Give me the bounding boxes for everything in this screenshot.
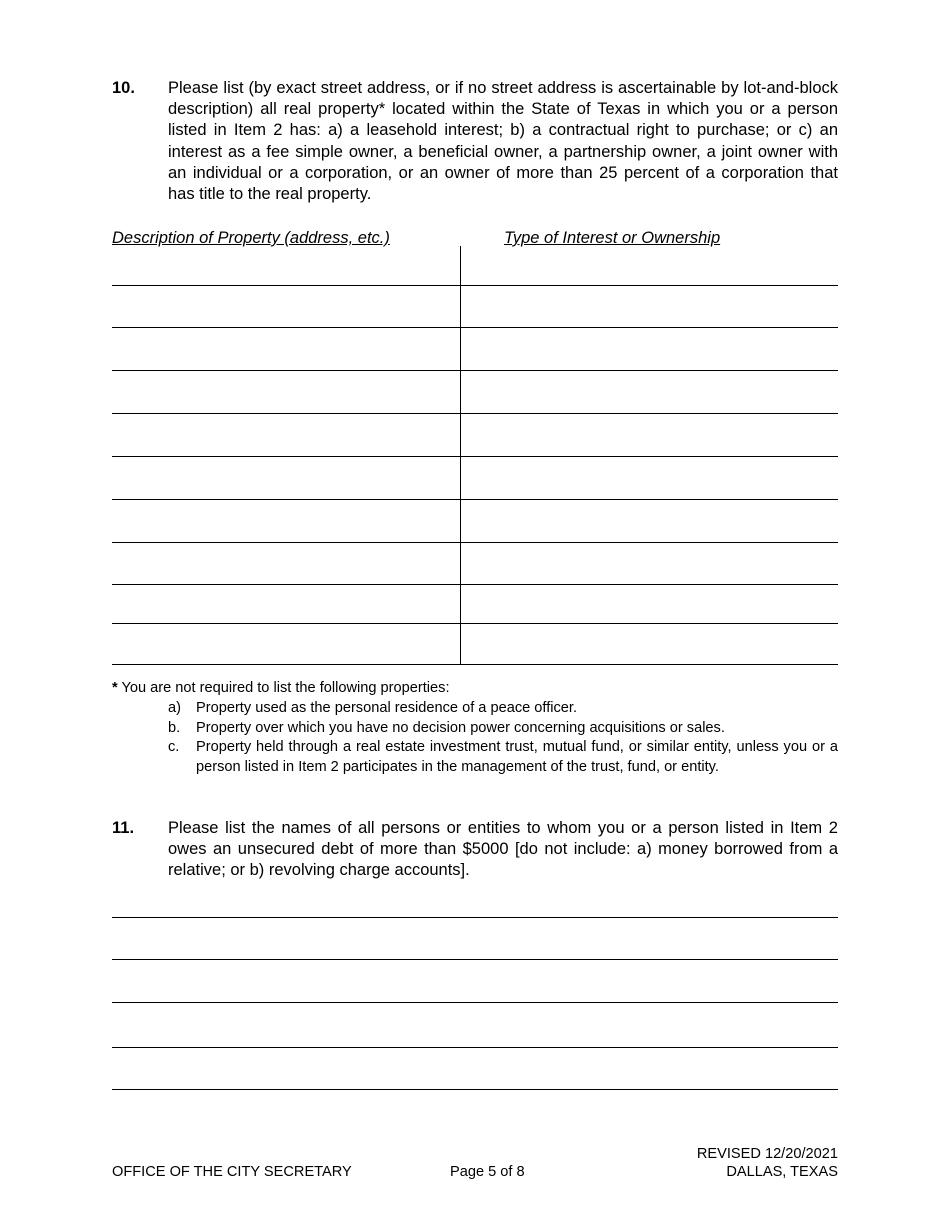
property-description-cell[interactable] (112, 501, 458, 540)
table-row-line (112, 413, 838, 414)
table-row-line (112, 285, 838, 286)
footnote-item-letter: a) (168, 699, 181, 716)
footer-location: DALLAS, TEXAS (726, 1164, 838, 1180)
footnote-item-letter: c. (168, 739, 180, 756)
property-interest-cell[interactable] (463, 415, 838, 454)
question-text: Please list the names of all persons or entities to whom you or a person listed in Item 2 owes an unsecured debt of more than $5000 [do not include: a) money borrowed from a relative; or b) revolving charge accounts]. (168, 819, 838, 880)
property-description-cell[interactable] (112, 458, 458, 497)
footnote (112, 679, 838, 778)
question-number: 10. (112, 79, 135, 97)
property-interest-cell[interactable] (463, 544, 838, 582)
footnote-star: * (112, 680, 118, 696)
question-10 (112, 78, 838, 205)
property-description-cell[interactable] (112, 329, 458, 368)
footnote-item (168, 699, 838, 719)
footnote-item-text: Property over which you have no decision power concerning acquisitions or sales. (196, 719, 725, 736)
question-text: Please list (by exact street address, or if no street address is ascertainable by lot-and-block description) all real property* located within the State of Texas in which you or a person listed in Item 2 has: a) a leasehold interest; b) a contractual right to purchase; or c) an interest as a fee simple owner, a beneficial owner, a partnership owner, a joint owner with an individual or a corporation, or an owner of more than 25 percent of a corporation that has title to the real property. (168, 79, 838, 204)
debt-entry-line (112, 1047, 838, 1048)
footnote-intro (112, 679, 838, 699)
footnote-item-text: Property used as the personal residence of a peace officer. (196, 699, 578, 716)
footer-revised: REVISED 12/20/2021 (696, 1146, 838, 1162)
property-description-cell[interactable] (112, 287, 458, 325)
column-header-description: Description of Property (address, etc.) (112, 229, 390, 247)
debt-entry-line (112, 1089, 838, 1090)
debt-entry-line (112, 917, 838, 918)
table-row-line (112, 623, 838, 624)
property-interest-cell[interactable] (463, 586, 838, 621)
column-header-interest: Type of Interest or Ownership (504, 229, 721, 247)
property-description-cell[interactable] (112, 625, 458, 662)
table-row-line (112, 456, 838, 457)
property-description-cell[interactable] (112, 248, 458, 283)
property-interest-cell[interactable] (463, 458, 838, 497)
property-interest-cell[interactable] (463, 372, 838, 411)
table-row-line (112, 664, 838, 665)
property-description-cell[interactable] (112, 586, 458, 621)
debt-entry-line (112, 959, 838, 960)
property-description-cell[interactable] (112, 372, 458, 411)
footnote-item-letter: b. (168, 719, 181, 736)
property-interest-cell[interactable] (463, 329, 838, 368)
table-row-line (112, 499, 838, 500)
table-row-line (112, 370, 838, 371)
debt-entry-line (112, 1002, 838, 1003)
footnote-item (168, 738, 838, 778)
property-description-cell[interactable] (112, 544, 458, 582)
footnote-item (168, 719, 838, 739)
question-number: 11. (112, 819, 135, 837)
footer-office: OFFICE OF THE CITY SECRETARY (112, 1164, 352, 1180)
table-row-line (112, 327, 838, 328)
property-description-cell[interactable] (112, 415, 458, 454)
property-interest-cell[interactable] (463, 248, 838, 283)
footnote-list (112, 699, 838, 778)
table-row-line (112, 584, 838, 585)
question-11 (112, 818, 838, 882)
footer-page-number: Page 5 of 8 (450, 1164, 525, 1180)
property-interest-cell[interactable] (463, 287, 838, 325)
footnote-item-text: Property held through a real estate investment trust, mutual fund, or similar entity, unless you or a person listed in Item 2 participates in the management of the trust, fund, or entity. (196, 739, 838, 776)
property-interest-cell[interactable] (463, 625, 838, 662)
property-interest-cell[interactable] (463, 501, 838, 540)
footnote-intro-text: You are not required to list the following properties: (117, 680, 450, 696)
table-row-line (112, 542, 838, 543)
